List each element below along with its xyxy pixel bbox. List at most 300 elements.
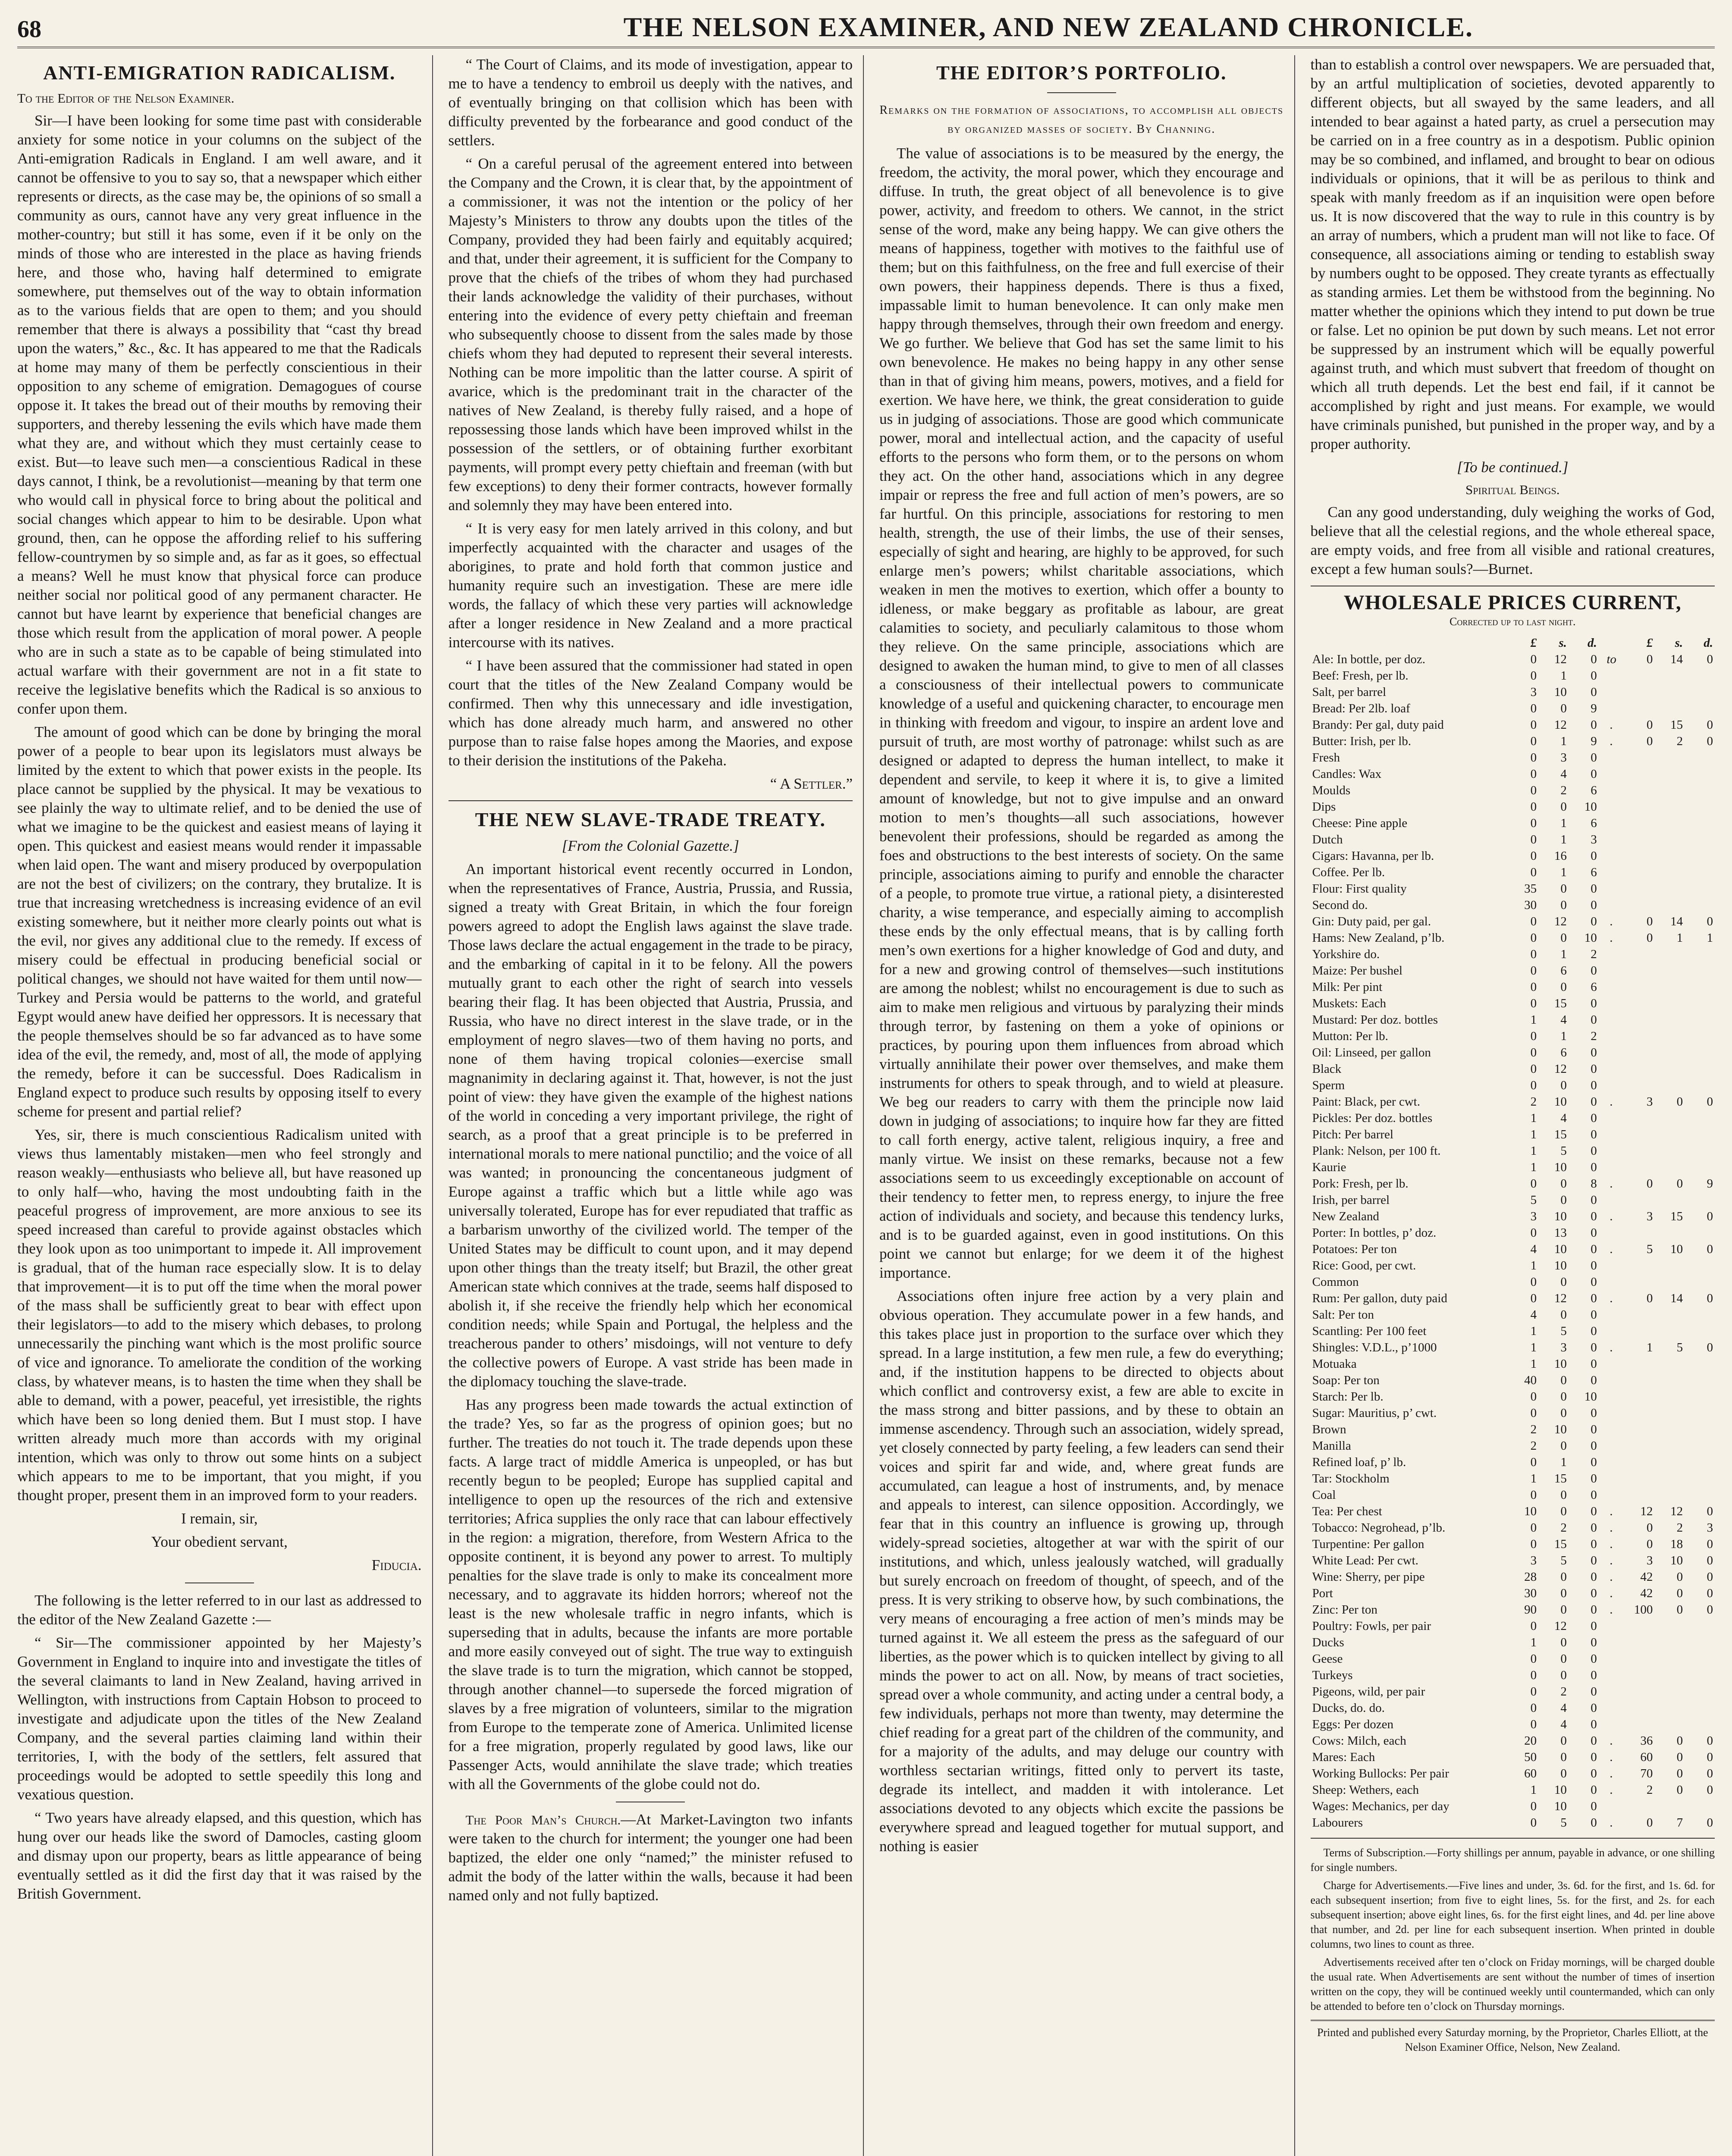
- article-subhead: Remarks on the formation of associations, to accomplish all objects by organized masses of society. By Channing.: [879, 103, 1284, 136]
- table-cell: 3: [1591, 833, 1597, 846]
- price-row: [1311, 881, 1715, 897]
- table-cell: [1599, 1421, 1625, 1438]
- price-row: [1311, 995, 1715, 1012]
- table-cell: 90: [1524, 1603, 1537, 1617]
- table-cell: 12: [1670, 1504, 1683, 1518]
- table-cell: 0: [1560, 1275, 1567, 1289]
- table-cell: 12: [1554, 1291, 1567, 1305]
- table-cell: 0: [1707, 1570, 1713, 1584]
- price-row: [1311, 799, 1715, 815]
- table-cell: [1599, 684, 1625, 700]
- table-cell: 0: [1707, 1095, 1713, 1109]
- table-cell: Wages: Mechanics, per day: [1312, 1799, 1450, 1813]
- table-cell: 0: [1646, 718, 1653, 732]
- table-cell: [1654, 749, 1685, 766]
- table-cell: [1599, 749, 1625, 766]
- table-cell: 6: [1591, 865, 1597, 879]
- paragraph: The value of associations is to be measured by the energy, the freedom, the activity, the moral power, which they encourage and diffuse. In truth, the great object of all benevolence is to give power, activity, and freedom to others. We cannot, in the strict sense of the word, make any being happy. We can give others the means of happiness, together with motives to the faithful use of them; but on this faithfulness, on the free and full exercise of their own powers, their happiness depends. There is thus a fixed, impassable limit to human benevolence. It can only make men happy through themselves, through their own freedom and energy. We go further. We believe that God has set the same limit to his own benevolence. He makes no being happy in any other sense than in that of giving him means, powers, motives, and a field for exertion. We have here, we think, the great consideration to guide us in judging of associations. Those are good which communicate power, moral and intellectual action, and the capacity of useful efforts to the persons who form them, or to the persons on whom they act. On the other hand, associations which in any degree impair or repress the free and full action of men’s powers, are so far hurtful. On this principle, associations for restoring to men health, strength, the use of their limbs, the use of their senses, especially of sight and hearing, are highly to be approved, for such enlarge men’s powers; whilst charitable associations, which weaken in men the motives to exertion, which offer a bounty to idleness, or make beggary as profitable as labour, are great calamities to society, and peculiarly calamitous to those whom they relieve. On the same principle, associations which are designed to awaken the human mind, to give to men of all classes a consciousness of their intellectual powers to communicate knowledge of a useful and quickening character, to encourage men in thinking with freedom and vigour, to inspire an ardent love and pursuit of truth, are most worthy of patronage: whilst such as are designed or adapted to depress the human intellect, to make it dependent and servile, to keep it where it is, to give a limited amount of knowledge, but not to give impulse and an onward motion to men’s thoughts—all such associations, however benevolent their professions, should be regarded as among the foes and obstructions to the best interests of society. On the same principle, associations aiming to purify and ennoble the character of a people, to promote true virtue, a rational piety, a disinterested charity, a wise temperance, and especially aiming to accomplish these ends by the only effectual means, that is by calling forth men’s own exertions for a higher knowledge of God and duty, and for a new and growing control of themselves—such institutions are among the noblest; whilst no encouragement is due to such as aim to make men religious and virtuous by paralyzing their minds through terror, by fastening on them a yoke of opinions or practices, by pouring upon them influences from abroad which virtually annihilate their power over themselves, and make them instruments for others to speak through, and to wield at pleasure. We beg our readers to carry with them the principle now laid down in judging of associations; to inquire how far they are fitted to call forth energy, active talent, religious inquiry, a free and manly virtue. We insist on these remarks, because not a few associations seem to us exceedingly exceptionable on account of their tendency to fetter men, to repress energy, to injure the free action of individuals and society, and because this tendency lurks, and is to be guarded against, even in good institutions. On this point we cannot but enlarge; for we deem it of the highest importance.: [879, 145, 1284, 1281]
- table-cell: [1625, 1028, 1655, 1044]
- table-cell: 5: [1560, 1554, 1567, 1567]
- table-cell: 0: [1591, 1603, 1597, 1617]
- table-cell: [1654, 1405, 1685, 1421]
- table-cell: 16: [1554, 849, 1567, 863]
- table-cell: 1: [1530, 1128, 1537, 1141]
- table-cell: 0: [1530, 783, 1537, 797]
- table-cell: 0: [1646, 1177, 1653, 1191]
- table-cell: Beef: Fresh, per lb.: [1312, 669, 1409, 683]
- table-cell: 1: [1560, 1029, 1567, 1043]
- table-cell: [1625, 667, 1655, 684]
- table-cell: 3: [1530, 1210, 1537, 1223]
- table-cell: Turkeys: [1312, 1668, 1353, 1682]
- price-row: [1311, 1536, 1715, 1552]
- price-row: [1311, 1552, 1715, 1569]
- price-row: [1311, 1388, 1715, 1405]
- table-cell: 0: [1591, 964, 1597, 978]
- table-cell: 3: [1707, 1521, 1713, 1535]
- table-cell: Cows: Milch, each: [1312, 1734, 1406, 1748]
- table-cell: 0: [1530, 1390, 1537, 1404]
- table-cell: [1685, 1012, 1715, 1028]
- table-cell: [1685, 667, 1715, 684]
- price-row: [1311, 1126, 1715, 1143]
- table-cell: 1: [1530, 1324, 1537, 1338]
- table-cell: 0: [1530, 1537, 1537, 1551]
- table-cell: 0: [1560, 898, 1567, 912]
- table-cell: .: [1610, 1504, 1613, 1518]
- table-cell: 2: [1560, 1521, 1567, 1535]
- table-cell: 4: [1560, 767, 1567, 781]
- price-row: [1311, 1667, 1715, 1683]
- table-cell: 1: [1560, 865, 1567, 879]
- table-cell: [1654, 831, 1685, 848]
- price-row: [1311, 766, 1715, 782]
- table-cell: Geese: [1312, 1652, 1343, 1666]
- prices-subtitle: Corrected up to last night.: [1449, 615, 1576, 628]
- table-cell: .: [1610, 718, 1613, 732]
- table-cell: 0: [1530, 964, 1537, 978]
- table-cell: 0: [1591, 1341, 1597, 1354]
- table-cell: Porter: In bottles, p’ doz.: [1312, 1226, 1437, 1240]
- table-cell: .: [1610, 1341, 1613, 1354]
- table-cell: [1625, 1470, 1655, 1487]
- table-cell: [1685, 684, 1715, 700]
- table-cell: [1685, 897, 1715, 913]
- table-cell: d.: [1587, 636, 1597, 650]
- table-cell: [1599, 881, 1625, 897]
- table-cell: [1625, 1323, 1655, 1339]
- table-cell: [1685, 1667, 1715, 1683]
- table-cell: .: [1610, 1767, 1613, 1780]
- price-row: [1311, 700, 1715, 717]
- table-cell: 10: [1584, 1390, 1597, 1404]
- table-cell: Port: [1312, 1586, 1333, 1600]
- table-cell: [1654, 1061, 1685, 1077]
- table-cell: [1625, 1438, 1655, 1454]
- table-cell: 12: [1640, 1504, 1653, 1518]
- table-cell: 0: [1591, 1357, 1597, 1371]
- table-cell: [1685, 1683, 1715, 1700]
- table-cell: 0: [1707, 734, 1713, 748]
- table-cell: Irish, per barrel: [1312, 1193, 1390, 1207]
- table-cell: 2: [1676, 734, 1683, 748]
- table-cell: 0: [1560, 1652, 1567, 1666]
- table-cell: Turpentine: Per gallon: [1312, 1537, 1425, 1551]
- table-cell: [1654, 1012, 1685, 1028]
- table-cell: 0: [1676, 1783, 1683, 1797]
- table-cell: 0: [1530, 816, 1537, 830]
- table-cell: [1685, 979, 1715, 995]
- table-cell: 0: [1560, 1406, 1567, 1420]
- price-row: [1311, 1274, 1715, 1290]
- table-cell: [1654, 1454, 1685, 1470]
- table-cell: 0: [1530, 980, 1537, 994]
- table-cell: 0: [1530, 1816, 1537, 1830]
- table-cell: [1625, 1716, 1655, 1733]
- table-cell: 0: [1591, 1619, 1597, 1633]
- table-cell: 0: [1591, 1144, 1597, 1158]
- price-row: [1311, 1651, 1715, 1667]
- table-cell: 0: [1591, 1521, 1597, 1535]
- letter-signature: Fiducia.: [371, 1557, 422, 1573]
- table-cell: Refined loaf, p’ lb.: [1312, 1455, 1406, 1469]
- table-cell: 0: [1560, 1373, 1567, 1387]
- table-cell: [1654, 1421, 1685, 1438]
- table-cell: [1685, 799, 1715, 815]
- table-cell: 7: [1676, 1816, 1683, 1830]
- table-cell: 0: [1560, 1177, 1567, 1191]
- imprint: Printed and published every Saturday morning, by the Proprietor, Charles Elliott, at the Nelson Examiner Office, Nelson, New Zealand.: [1311, 2020, 1715, 2055]
- price-row: [1311, 1585, 1715, 1601]
- table-cell: 0: [1530, 1062, 1537, 1076]
- table-cell: Yorkshire do.: [1312, 947, 1380, 961]
- table-cell: 0: [1676, 1095, 1683, 1109]
- table-cell: [1654, 766, 1685, 782]
- price-row: [1311, 733, 1715, 749]
- table-cell: [1625, 1487, 1655, 1503]
- table-cell: .: [1610, 1586, 1613, 1600]
- table-cell: Dips: [1312, 800, 1336, 814]
- table-cell: [1654, 848, 1685, 864]
- price-row: [1311, 1634, 1715, 1651]
- price-row: [1311, 1175, 1715, 1192]
- table-cell: [1685, 1077, 1715, 1094]
- table-cell: 0: [1591, 1046, 1597, 1059]
- table-cell: 0: [1560, 1488, 1567, 1502]
- table-cell: .: [1610, 1521, 1613, 1535]
- article-source: [From the Colonial Gazette.]: [562, 837, 739, 854]
- table-cell: 0: [1591, 915, 1597, 928]
- table-cell: [1625, 782, 1655, 799]
- table-cell: Milk: Per pint: [1312, 980, 1383, 994]
- table-cell: [1625, 1634, 1655, 1651]
- table-cell: Fresh: [1312, 751, 1340, 765]
- table-cell: 0: [1560, 800, 1567, 814]
- table-cell: 0: [1707, 1750, 1713, 1764]
- table-cell: 0: [1707, 1291, 1713, 1305]
- table-cell: 0: [1591, 1291, 1597, 1305]
- table-cell: Coal: [1312, 1488, 1336, 1502]
- table-cell: 10: [1524, 1504, 1537, 1518]
- letter-address: To the Editor of the Nelson Examiner.: [17, 91, 235, 106]
- article-heading-slave-trade: THE NEW SLAVE-TRADE TREATY.: [475, 808, 826, 830]
- table-cell: [1625, 1356, 1655, 1372]
- price-row: [1311, 1601, 1715, 1618]
- table-cell: Rice: Good, per cwt.: [1312, 1259, 1416, 1272]
- column-3: [879, 55, 1295, 2156]
- paragraph: An important historical event recently occurred in London, when the representatives of France, Austria, Prussia, and Russia, signed a treaty with Great Britain, in which the four foreign powers agreed to adopt the English laws against the slave trade. Those laws declare the actual engagement in the trade to be piracy, and the embarking of capital in it to be felony. All the powers mutually grant to each other the right of search into vessels bearing their flag. It has been objected that Austria, Prussia, and Russia, who have no direct interest in the slave trade, or in the employment of negro slaves—two of them having no ports, and none of them having tropical colonies—exercise small magnanimity in declaring against it. That, however, is not the just point of view: they have given the example of the highest nations of the world in conceding a very important privilege, the right of search, as a proof that a great principle is to be preferred in international morals to mere national punctilio; and the voice of all was wanted; in pronouncing the concentaneous judgment of Europe against a traffic which but a little while ago was universally tolerated, Europe has for ever repudiated that traffic as a barbarism unworthy of the civilized world. The temper of the United States may be difficult to count upon, and it may depend upon other things than the treaty itself; but Brazil, the other great American state which connives at the trade, seems half disposed to abolish it, if she receive the friendly help which her economical condition needs; while Spain and Portugal, the helpless and the treacherous pander to others’ misdoings, will not venture to defy the collective powers of Europe. A vast stride has been made in the diplomacy touching the slave-trade.: [448, 861, 853, 1390]
- table-cell: 0: [1676, 1767, 1683, 1780]
- table-cell: 0: [1591, 1652, 1597, 1666]
- table-cell: .: [1610, 1177, 1613, 1191]
- table-cell: [1625, 1651, 1655, 1667]
- table-cell: 12: [1554, 718, 1567, 732]
- table-cell: [1599, 1257, 1625, 1274]
- price-row: [1311, 848, 1715, 864]
- table-cell: 12: [1554, 1619, 1567, 1633]
- price-row: [1311, 1749, 1715, 1765]
- table-cell: 0: [1591, 849, 1597, 863]
- table-cell: 0: [1591, 1570, 1597, 1584]
- table-cell: [1625, 897, 1655, 913]
- table-cell: [1599, 1683, 1625, 1700]
- item-title: The Poor Man’s Church.: [465, 1812, 621, 1827]
- table-cell: 28: [1524, 1570, 1537, 1584]
- table-cell: 0: [1707, 915, 1713, 928]
- table-cell: .: [1610, 1570, 1613, 1584]
- table-cell: [1685, 962, 1715, 979]
- table-cell: [1625, 1618, 1655, 1634]
- table-cell: 14: [1670, 652, 1683, 666]
- price-row: [1311, 1110, 1715, 1126]
- table-cell: [1599, 1454, 1625, 1470]
- table-cell: [1654, 815, 1685, 831]
- table-cell: 4: [1560, 1013, 1567, 1027]
- table-cell: [1654, 1634, 1685, 1651]
- table-cell: 60: [1524, 1767, 1537, 1780]
- table-cell: [1685, 1126, 1715, 1143]
- terms-advertisements: Charge for Advertisements.—Five lines and under, 3s. 6d. for the first, and 1s. 6d. for each subsequent insertion; from five to eight lines, 5s. for the first, and 2s. for each subsequent insertion; above eight lines, 6s. for the first eight lines, and 4d. per line above that number, and 2d. per line for each subsequent insertion. When printed in double columns, two lines to count as three.: [1310, 1879, 1715, 1950]
- table-cell: [1625, 1388, 1655, 1405]
- table-cell: Mustard: Per doz. bottles: [1312, 1013, 1438, 1027]
- table-cell: 0: [1560, 1504, 1567, 1518]
- table-cell: [1599, 1192, 1625, 1208]
- table-cell: 13: [1554, 1226, 1567, 1240]
- table-cell: 0: [1707, 1242, 1713, 1256]
- table-cell: 0: [1591, 718, 1597, 732]
- table-cell: 15: [1670, 718, 1683, 732]
- table-cell: [1625, 881, 1655, 897]
- table-cell: [1599, 1044, 1625, 1061]
- paragraph: The amount of good which can be done by bringing the moral power of a people to bear upon its legislators must always be limited by the extent to which that power exists in the people. Its place cannot be supplied by the physical. It may be vexatious to see plainly the way to ultimate relief, and to be denied the use of what we imagine to be the quickest and easiest means of laying it open. This quickest and easiest means would render it impassable when laid open. The want and misery produced by overpopulation are not the best of civilizers; on the contrary, they brutalize. It is true that increasing wretchedness is increasing evidence of an evil existing somewhere, but it neither more clearly points out what is the evil, nor gives any additional clue to the remedy. If excess of misery could be effectual in producing beneficial social or political changes, we should not have waited for them until now—Turkey and Persia would be patterns to the world, and grateful Egypt would anew have deified her oppressors. It is necessary that the people themselves should be so far advanced as to have some idea of the evil, the remedy, and, most of all, the mode of applying the remedy, before it can be successful. Does Radicalism in England expect to produce such results by opposing itself to every scheme for present and partial relief?: [17, 724, 422, 1120]
- table-cell: 20: [1524, 1734, 1537, 1748]
- table-cell: 6: [1560, 964, 1567, 978]
- price-row: [1311, 1192, 1715, 1208]
- paragraph: “ Sir—The commissioner appointed by her Majesty’s Government in England to inquire into and investigate the titles of the several claimants to land in New Zealand, having arrived in Wellington, with instructions from Captain Hobson to proceed to investigate and adjudicate upon the titles of the New Zealand Company, and the several parties claiming land within their territories, I, with the body of the settlers, felt assured that proceedings would be adopted to settle speedily this long and vexatious question.: [17, 1634, 422, 1803]
- table-cell: .: [1610, 915, 1613, 928]
- table-cell: 0: [1591, 1586, 1597, 1600]
- table-cell: [1599, 1716, 1625, 1733]
- table-cell: Sperm: [1312, 1078, 1345, 1092]
- table-cell: Tea: Per chest: [1312, 1504, 1382, 1518]
- table-cell: 1: [1707, 931, 1713, 945]
- table-cell: Potatoes: Per ton: [1312, 1242, 1397, 1256]
- price-row: [1311, 1225, 1715, 1241]
- table-cell: Muskets: Each: [1312, 997, 1387, 1010]
- table-cell: 70: [1640, 1767, 1653, 1780]
- price-row: [1311, 1765, 1715, 1782]
- table-cell: [1599, 1126, 1625, 1143]
- table-cell: [1685, 1274, 1715, 1290]
- table-cell: [1599, 1634, 1625, 1651]
- table-cell: Salt: Per ton: [1312, 1308, 1374, 1322]
- table-cell: [1625, 700, 1655, 717]
- table-cell: Poultry: Fowls, per pair: [1312, 1619, 1431, 1633]
- table-cell: [1599, 831, 1625, 848]
- table-cell: [1685, 1651, 1715, 1667]
- table-cell: 1: [1646, 1341, 1653, 1354]
- table-cell: [1625, 684, 1655, 700]
- table-cell: 5: [1530, 1193, 1537, 1207]
- table-cell: [1685, 1487, 1715, 1503]
- item-title: Spiritual Beings.: [1465, 482, 1560, 497]
- table-cell: 0: [1530, 1455, 1537, 1469]
- table-cell: 36: [1640, 1734, 1653, 1748]
- table-cell: 0: [1591, 997, 1597, 1010]
- table-cell: 0: [1591, 1423, 1597, 1436]
- table-cell: [1599, 1700, 1625, 1716]
- table-cell: [1654, 1323, 1685, 1339]
- table-cell: 0: [1530, 1521, 1537, 1535]
- table-cell: [1599, 1323, 1625, 1339]
- table-cell: [1625, 766, 1655, 782]
- table-cell: 10: [1670, 1554, 1683, 1567]
- table-cell: [1685, 1372, 1715, 1388]
- table-cell: 0: [1560, 1603, 1567, 1617]
- table-cell: [1654, 799, 1685, 815]
- table-cell: 0: [1560, 1636, 1567, 1649]
- table-cell: 0: [1646, 931, 1653, 945]
- table-cell: 0: [1560, 702, 1567, 715]
- table-cell: 0: [1591, 1783, 1597, 1797]
- table-cell: £: [1646, 636, 1653, 650]
- table-cell: 0: [1707, 652, 1713, 666]
- table-cell: .: [1610, 1603, 1613, 1617]
- table-cell: [1654, 1257, 1685, 1274]
- table-cell: [1654, 962, 1685, 979]
- table-cell: [1625, 1798, 1655, 1814]
- table-cell: [1625, 1372, 1655, 1388]
- table-cell: 5: [1560, 1816, 1567, 1830]
- table-cell: 0: [1591, 751, 1597, 765]
- table-cell: Plank: Nelson, per 100 ft.: [1312, 1144, 1441, 1158]
- table-cell: 0: [1530, 1226, 1537, 1240]
- table-cell: 4: [1530, 1242, 1537, 1256]
- table-cell: White Lead: Per cwt.: [1312, 1554, 1418, 1567]
- table-cell: [1654, 1798, 1685, 1814]
- table-cell: 10: [1554, 1799, 1567, 1813]
- table-cell: [1625, 815, 1655, 831]
- table-cell: 0: [1591, 1636, 1597, 1649]
- table-cell: 0: [1591, 1717, 1597, 1731]
- table-cell: 0: [1530, 931, 1537, 945]
- table-cell: 0: [1591, 669, 1597, 683]
- table-cell: 1: [1530, 1144, 1537, 1158]
- table-cell: 0: [1591, 767, 1597, 781]
- table-cell: [1654, 782, 1685, 799]
- table-cell: 0: [1591, 1472, 1597, 1485]
- table-cell: 12: [1554, 652, 1567, 666]
- table-cell: Mares: Each: [1312, 1750, 1375, 1764]
- table-cell: 0: [1646, 1816, 1653, 1830]
- table-cell: 1: [1530, 1160, 1537, 1174]
- table-cell: Ducks, do. do.: [1312, 1701, 1385, 1715]
- table-cell: [1599, 1388, 1625, 1405]
- table-cell: 0: [1560, 1668, 1567, 1682]
- divider: [1311, 1838, 1715, 1839]
- table-cell: 0: [1530, 751, 1537, 765]
- table-cell: Tar: Stockholm: [1312, 1472, 1390, 1485]
- price-row: [1311, 1257, 1715, 1274]
- price-row: [1311, 1323, 1715, 1339]
- terms-notes: Advertisements received after ten o’clock on Friday mornings, will be charged double the usual rate. When Advertisements are sent without the number of times of insertion written on the copy, they will be continued weekly until countermanded, which can only be attended to before ten o’clock on Thursday mornings.: [1310, 1956, 1715, 2012]
- table-cell: Black: [1312, 1062, 1342, 1076]
- table-cell: [1625, 1421, 1655, 1438]
- table-cell: 1: [1530, 1472, 1537, 1485]
- table-cell: Wine: Sherry, per pipe: [1312, 1570, 1425, 1584]
- table-cell: [1654, 1651, 1685, 1667]
- table-cell: [1685, 1454, 1715, 1470]
- table-cell: to: [1606, 652, 1616, 666]
- table-cell: [1625, 1077, 1655, 1094]
- table-cell: Common: [1312, 1275, 1359, 1289]
- table-cell: 0: [1591, 1259, 1597, 1272]
- table-cell: [1599, 848, 1625, 864]
- table-cell: 0: [1530, 849, 1537, 863]
- table-cell: 15: [1554, 1537, 1567, 1551]
- table-cell: 0: [1530, 1291, 1537, 1305]
- table-cell: [1685, 766, 1715, 782]
- table-cell: 1: [1560, 1455, 1567, 1469]
- price-row: [1311, 684, 1715, 700]
- price-row: [1311, 1700, 1715, 1716]
- table-cell: [1654, 1077, 1685, 1094]
- continued-note: [To be continued.]: [1457, 459, 1569, 476]
- table-cell: [1685, 1225, 1715, 1241]
- table-cell: [1599, 1487, 1625, 1503]
- price-row: [1311, 1307, 1715, 1323]
- table-cell: [1599, 897, 1625, 913]
- table-cell: [1654, 881, 1685, 897]
- table-cell: 6: [1591, 783, 1597, 797]
- masthead: [17, 13, 1715, 48]
- paragraph: [449, 1810, 853, 1905]
- table-cell: [1625, 848, 1655, 864]
- price-row: [1311, 1814, 1715, 1831]
- table-cell: [1654, 1143, 1685, 1159]
- table-cell: 0: [1707, 1783, 1713, 1797]
- table-cell: [1685, 1405, 1715, 1421]
- table-cell: 0: [1530, 1177, 1537, 1191]
- table-cell: [1599, 1110, 1625, 1126]
- table-cell: 1: [1560, 669, 1567, 683]
- table-cell: Brown: [1312, 1423, 1346, 1436]
- paragraph: “ On a careful perusal of the agreement entered into between the Company and the Crown, it is clear that, by the appointment of a commissioner, it was not the intention or the policy of her Majesty’s Ministers to throw any doubts upon the titles of the Company, provided they had been fairly and equitably acquired; and that, under their agreement, it is sufficient for the Company to prove that the chiefs of the tribes of whom they had purchased their lands acknowledge the validity of their purchases, without entering into the evidence of every petty chieftain and freeman who subsequently choose to dissent from the sales made by those chiefs whom they had deputed to represent their several interests. Nothing can be more impolitic than the latter course. A spirit of avarice, which is the predominant trait in the character of the natives of New Zealand, is thereby fully raised, and a hope of repossessing those lands which have been improved whilst in the possession of the settlers, or of obtaining further exorbitant payments, will prompt every petty chieftain and freeman (with but few exceptions) to deny their former contracts, however formally and solemnly they may have been entered into.: [448, 155, 853, 514]
- divider: [1047, 92, 1116, 93]
- table-cell: 0: [1591, 1406, 1597, 1420]
- table-cell: [1599, 799, 1625, 815]
- table-cell: [1654, 1667, 1685, 1683]
